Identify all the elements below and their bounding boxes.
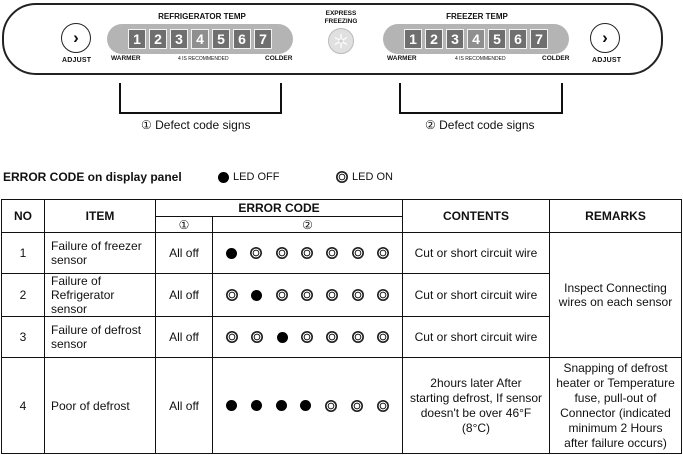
- freezer-digit-6: 6: [509, 29, 527, 49]
- defect-text-1: Defect code signs: [155, 118, 251, 132]
- fridge-digit-7: 7: [254, 29, 272, 49]
- row-item: Failure of Refrigerator sensor: [45, 274, 156, 317]
- row-item: Failure of freezer sensor: [45, 233, 156, 274]
- adjust-freezer-button[interactable]: [590, 23, 620, 53]
- defect-code-label-1: [141, 118, 251, 132]
- defect-text-2: Defect code signs: [439, 118, 535, 132]
- led-on-icon: [377, 400, 389, 412]
- led-on-icon: [301, 331, 313, 343]
- header-item: ITEM: [45, 200, 156, 233]
- express-line1: EXPRESS: [325, 10, 357, 17]
- row-contents: Cut or short circuit wire: [403, 274, 550, 317]
- freezer-temp-display: [383, 24, 569, 54]
- led-on-icon: [250, 247, 262, 259]
- adjust-right-label: ADJUST: [592, 57, 622, 64]
- led-off-icon: [277, 332, 288, 343]
- led-group: [219, 331, 396, 343]
- legend-led-off: [218, 171, 279, 183]
- row-remarks: Snapping of defrost heater or Temperature fuse, pull-out of Connector (indicated minimum 2 Hours after failure occurs): [550, 358, 682, 454]
- led-on-icon: [226, 331, 238, 343]
- freezer-recommended-label: 4 IS RECOMMENDED: [455, 56, 506, 62]
- row-code1: All off: [156, 233, 213, 274]
- freezer-digit-2: 2: [425, 29, 443, 49]
- row-no: 2: [2, 274, 45, 317]
- row-no: 3: [2, 317, 45, 358]
- led-on-icon: [301, 289, 313, 301]
- header-remarks: REMARKS: [550, 200, 682, 233]
- defect-bracket-2: [399, 83, 563, 114]
- header-sub-1: ①: [156, 217, 213, 233]
- adjust-refrigerator-button[interactable]: [61, 23, 91, 53]
- header-no: NO: [2, 200, 45, 233]
- led-on-icon: [326, 289, 338, 301]
- fridge-warmer-label: WARMER: [111, 55, 141, 62]
- row-code1: All off: [156, 358, 213, 454]
- led-on-icon: [276, 247, 288, 259]
- row-no: 1: [2, 233, 45, 274]
- led-on-icon: [326, 331, 338, 343]
- row-item: Poor of defrost: [45, 358, 156, 454]
- fridge-digit-1: 1: [128, 29, 146, 49]
- led-on-icon: [352, 247, 364, 259]
- header-error-code: ERROR CODE: [156, 200, 403, 217]
- row-contents: Cut or short circuit wire: [403, 233, 550, 274]
- led-on-icon: [352, 289, 364, 301]
- led-group: [219, 289, 396, 301]
- freezer-digit-4: 4: [467, 29, 485, 49]
- adjust-left-label: ADJUST: [62, 57, 92, 64]
- freezer-digit-7: 7: [530, 29, 548, 49]
- legend-led-off-text: LED OFF: [233, 171, 280, 183]
- led-on-icon: [377, 289, 389, 301]
- row-item: Failure of defrost sensor: [45, 317, 156, 358]
- express-line2: FREEZING: [324, 18, 358, 25]
- row-code1: All off: [156, 274, 213, 317]
- row-leds: [213, 233, 403, 274]
- led-on-icon: [301, 247, 313, 259]
- snowflake-icon: [333, 33, 349, 49]
- chevron-right-icon: ›: [73, 28, 79, 47]
- freezer-warmer-label: WARMER: [387, 55, 417, 62]
- led-on-icon: [352, 331, 364, 343]
- header-sub-2: ②: [213, 217, 403, 233]
- row-contents: Cut or short circuit wire: [403, 317, 550, 358]
- defect-marker-2: ②: [425, 118, 436, 132]
- led-group: [219, 247, 396, 259]
- led-on-icon: [377, 331, 389, 343]
- freezer-digit-5: 5: [488, 29, 506, 49]
- row-leds: [213, 274, 403, 317]
- led-off-icon: [226, 400, 237, 411]
- header-contents: CONTENTS: [403, 200, 550, 233]
- row-code1: All off: [156, 317, 213, 358]
- express-freezing-label: [316, 10, 366, 26]
- led-on-icon: [226, 289, 238, 301]
- row-leds: [213, 358, 403, 454]
- defect-code-label-2: [425, 118, 535, 132]
- led-on-icon: [351, 400, 363, 412]
- fridge-digit-5: 5: [212, 29, 230, 49]
- led-off-icon: [251, 290, 262, 301]
- led-off-icon: [300, 400, 311, 411]
- freezer-temp-title: FREEZER TEMP: [446, 12, 508, 21]
- refrigerator-temp-title: REFRIGERATOR TEMP: [158, 12, 246, 21]
- legend-led-on-text: LED ON: [352, 171, 393, 183]
- fridge-recommended-label: 4 IS RECOMMENDED: [178, 56, 229, 62]
- table-row: [2, 358, 682, 454]
- led-on-icon: [326, 247, 338, 259]
- freezer-digit-3: 3: [446, 29, 464, 49]
- led-on-icon: [377, 247, 389, 259]
- led-off-icon: [218, 172, 229, 183]
- led-group: [219, 400, 396, 412]
- row-leds: [213, 317, 403, 358]
- legend-led-on: [336, 171, 393, 183]
- led-on-icon: [276, 289, 288, 301]
- fridge-colder-label: COLDER: [265, 55, 293, 62]
- error-code-table: [1, 199, 682, 454]
- freezer-colder-label: COLDER: [542, 55, 570, 62]
- led-on-icon: [325, 400, 337, 412]
- chevron-right-icon: ›: [602, 28, 608, 47]
- fridge-digit-6: 6: [233, 29, 251, 49]
- table-row: [2, 233, 682, 274]
- fridge-digit-3: 3: [170, 29, 188, 49]
- express-freezing-button[interactable]: [328, 28, 354, 54]
- row-no: 4: [2, 358, 45, 454]
- defect-bracket-1: [119, 83, 282, 114]
- fridge-digit-2: 2: [149, 29, 167, 49]
- defect-marker-1: ①: [141, 118, 152, 132]
- refrigerator-temp-display: [107, 24, 293, 54]
- fridge-digit-4: 4: [191, 29, 209, 49]
- led-off-icon: [276, 400, 287, 411]
- led-on-icon: [251, 331, 263, 343]
- error-code-title: ERROR CODE on display panel: [3, 170, 182, 184]
- led-on-icon: [336, 171, 348, 183]
- led-off-icon: [226, 248, 237, 259]
- led-off-icon: [251, 400, 262, 411]
- freezer-digit-1: 1: [404, 29, 422, 49]
- row-contents: 2hours later After starting defrost, If sensor doesn't be over 46°F (8°C): [403, 358, 550, 454]
- row-remarks: Inspect Connecting wires on each sensor: [550, 233, 682, 358]
